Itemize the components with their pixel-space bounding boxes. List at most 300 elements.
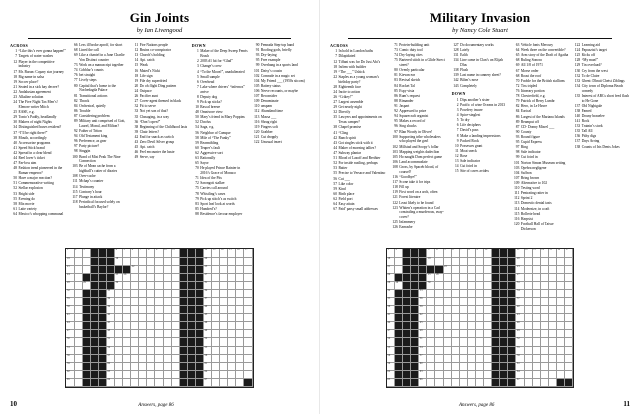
grid-cell[interactable] [172, 347, 180, 355]
grid-cell[interactable] [427, 314, 435, 322]
grid-cell[interactable] [220, 266, 228, 274]
grid-cell[interactable] [557, 330, 565, 338]
grid-cell[interactable] [220, 371, 228, 379]
grid-cell[interactable] [228, 306, 236, 314]
grid-cell[interactable] [75, 347, 83, 355]
grid-cell[interactable] [549, 379, 557, 387]
grid-cell[interactable] [131, 248, 142, 257]
grid-cell[interactable] [557, 314, 565, 322]
grid-cell[interactable] [427, 298, 435, 306]
grid-cell[interactable] [444, 314, 452, 322]
grid-cell[interactable] [172, 282, 180, 290]
grid-cell[interactable] [468, 363, 476, 371]
grid-cell[interactable] [541, 379, 549, 387]
grid-cell[interactable] [236, 258, 244, 266]
grid-cell[interactable] [468, 282, 476, 290]
grid-cell[interactable] [236, 330, 244, 338]
grid-cell[interactable] [435, 290, 443, 298]
grid-cell[interactable] [460, 314, 468, 322]
grid-cell[interactable] [557, 274, 565, 282]
grid-cell[interactable] [228, 298, 236, 306]
grid-cell[interactable] [549, 363, 557, 371]
grid-cell[interactable] [155, 274, 163, 282]
grid-cell[interactable] [525, 355, 533, 363]
grid-cell[interactable] [123, 379, 131, 387]
grid-cell[interactable] [444, 347, 452, 355]
grid-cell[interactable] [533, 314, 541, 322]
grid-cell[interactable] [533, 330, 541, 338]
grid-cell[interactable] [549, 371, 557, 379]
grid-cell[interactable] [75, 371, 83, 379]
grid-cell[interactable] [541, 338, 549, 346]
grid-cell[interactable] [476, 347, 484, 355]
grid-cell[interactable] [468, 338, 476, 346]
grid-cell[interactable] [533, 266, 541, 274]
grid-cell[interactable] [212, 249, 220, 257]
grid-cell[interactable] [131, 363, 139, 371]
grid-cell[interactable] [212, 298, 220, 306]
grid-cell[interactable] [460, 258, 468, 266]
grid-cell[interactable] [244, 355, 252, 363]
grid-cell[interactable] [484, 298, 492, 306]
grid-cell[interactable] [164, 290, 172, 298]
grid-cell[interactable] [444, 322, 452, 330]
grid-cell[interactable] [212, 290, 220, 298]
grid-cell[interactable] [220, 258, 228, 266]
grid-cell[interactable] [541, 274, 549, 282]
grid-cell[interactable] [83, 249, 91, 257]
grid-cell[interactable] [533, 371, 541, 379]
grid-cell[interactable] [444, 249, 452, 257]
grid-cell[interactable] [427, 322, 435, 330]
grid-cell[interactable] [75, 314, 83, 322]
grid-cell[interactable] [565, 371, 573, 379]
grid-cell[interactable] [131, 355, 139, 363]
grid-cell[interactable] [147, 347, 155, 355]
grid-cell[interactable] [444, 282, 452, 290]
grid-cell[interactable] [244, 249, 252, 257]
grid-cell[interactable] [460, 371, 468, 379]
grid-cell[interactable] [115, 314, 123, 322]
grid-cell[interactable] [155, 306, 163, 314]
grid-cell[interactable] [565, 306, 573, 314]
grid-cell[interactable] [172, 314, 180, 322]
grid-cell[interactable] [427, 282, 435, 290]
grid-cell[interactable] [236, 306, 244, 314]
grid-cell[interactable] [139, 274, 147, 282]
grid-cell[interactable] [435, 248, 446, 257]
grid-cell[interactable] [452, 298, 460, 306]
grid-cell[interactable] [565, 266, 573, 274]
grid-cell[interactable] [419, 379, 427, 387]
grid-cell[interactable] [549, 290, 557, 298]
grid-cell[interactable] [557, 258, 565, 266]
grid-cell[interactable] [115, 347, 123, 355]
grid-cell[interactable] [172, 298, 180, 306]
grid-cell[interactable] [541, 330, 549, 338]
grid-cell[interactable] [164, 363, 172, 371]
grid-cell[interactable] [427, 355, 435, 363]
grid-cell[interactable] [220, 322, 228, 330]
grid-cell[interactable] [147, 290, 155, 298]
grid-cell[interactable] [244, 266, 252, 274]
grid-cell[interactable] [123, 298, 131, 306]
grid-cell[interactable] [123, 306, 131, 314]
grid-cell[interactable] [525, 258, 533, 266]
grid-cell[interactable] [212, 266, 220, 274]
grid-cell[interactable] [155, 266, 163, 274]
grid-cell[interactable] [565, 290, 573, 298]
grid-cell[interactable] [565, 355, 573, 363]
grid-cell[interactable] [123, 282, 131, 290]
grid-cell[interactable] [155, 282, 163, 290]
grid-cell[interactable] [115, 322, 123, 330]
grid-cell[interactable] [468, 314, 476, 322]
grid-cell[interactable] [435, 379, 443, 387]
grid-cell[interactable] [435, 274, 443, 282]
grid-cell[interactable] [460, 290, 468, 298]
grid-cell[interactable] [131, 371, 139, 379]
grid-cell[interactable] [468, 347, 476, 355]
grid-cell[interactable] [565, 330, 573, 338]
grid-cell[interactable] [525, 282, 533, 290]
grid-cell[interactable] [468, 379, 476, 387]
grid-cell[interactable] [212, 355, 220, 363]
grid-cell[interactable] [147, 306, 155, 314]
grid-cell[interactable] [164, 347, 172, 355]
grid-cell[interactable] [172, 363, 180, 371]
grid-cell[interactable] [115, 363, 123, 371]
grid-cell[interactable] [83, 282, 91, 290]
grid-cell[interactable] [525, 371, 533, 379]
grid-cell[interactable] [557, 347, 565, 355]
grid-cell[interactable] [557, 282, 565, 290]
grid-cell[interactable] [525, 290, 533, 298]
grid-cell[interactable] [236, 338, 244, 346]
grid-cell[interactable] [444, 379, 452, 387]
grid-cell[interactable] [123, 371, 131, 379]
grid-cell[interactable] [557, 371, 565, 379]
grid-cell[interactable] [139, 248, 150, 257]
grid-cell[interactable] [565, 347, 573, 355]
grid-cell[interactable] [427, 258, 435, 266]
grid-cell[interactable] [220, 330, 228, 338]
grid-cell[interactable] [476, 330, 484, 338]
grid-cell[interactable] [452, 249, 460, 257]
grid-cell[interactable] [139, 322, 147, 330]
grid-cell[interactable] [476, 249, 484, 257]
grid-cell[interactable] [460, 355, 468, 363]
grid-cell[interactable] [460, 338, 468, 346]
grid-cell[interactable] [155, 347, 163, 355]
grid-cell[interactable] [452, 266, 460, 274]
grid-cell[interactable] [549, 314, 557, 322]
grid-cell[interactable] [468, 249, 476, 257]
grid-cell[interactable] [565, 314, 573, 322]
grid-cell[interactable] [460, 306, 468, 314]
grid-cell[interactable] [139, 338, 147, 346]
grid-cell[interactable] [139, 363, 147, 371]
grid-cell[interactable] [452, 355, 460, 363]
grid-cell[interactable] [131, 347, 139, 355]
grid-cell[interactable] [244, 298, 252, 306]
grid-cell[interactable] [468, 322, 476, 330]
grid-cell[interactable] [444, 298, 452, 306]
grid-cell[interactable] [244, 338, 252, 346]
grid-cell[interactable] [395, 266, 403, 274]
grid-cell[interactable] [155, 355, 163, 363]
grid-cell[interactable] [444, 274, 452, 282]
grid-cell[interactable] [147, 314, 155, 322]
grid-cell[interactable] [525, 379, 533, 387]
grid-cell[interactable] [228, 322, 236, 330]
grid-cell[interactable] [557, 266, 565, 274]
grid-cell[interactable] [460, 282, 468, 290]
grid-cell[interactable] [147, 274, 155, 282]
grid-cell[interactable] [115, 306, 123, 314]
grid-cell[interactable] [541, 355, 549, 363]
grid-cell[interactable] [444, 290, 452, 298]
grid-cell[interactable] [244, 322, 252, 330]
grid-cell[interactable] [131, 379, 139, 387]
grid-cell[interactable] [212, 306, 220, 314]
grid-cell[interactable] [565, 338, 573, 346]
grid-cell[interactable] [484, 363, 492, 371]
grid-cell[interactable] [541, 258, 549, 266]
grid-cell[interactable] [468, 266, 476, 274]
grid-cell[interactable] [484, 266, 492, 274]
grid-cell[interactable] [460, 249, 468, 257]
grid-cell[interactable] [228, 258, 236, 266]
grid-cell[interactable] [123, 347, 131, 355]
grid-cell[interactable] [468, 355, 476, 363]
grid-cell[interactable] [541, 322, 549, 330]
grid-cell[interactable] [155, 371, 163, 379]
grid-cell[interactable] [525, 363, 533, 371]
grid-cell[interactable] [236, 274, 244, 282]
grid-cell[interactable] [476, 274, 484, 282]
grid-cell[interactable] [115, 282, 123, 290]
grid-cell[interactable] [123, 330, 131, 338]
grid-cell[interactable] [557, 306, 565, 314]
grid-cell[interactable] [75, 338, 83, 346]
grid-cell[interactable] [139, 347, 147, 355]
grid-cell[interactable] [228, 371, 236, 379]
grid-cell[interactable] [565, 258, 573, 266]
grid-cell[interactable] [541, 371, 549, 379]
grid-cell[interactable] [435, 363, 443, 371]
grid-cell[interactable] [435, 282, 443, 290]
grid-cell[interactable] [549, 282, 557, 290]
grid-cell[interactable] [155, 249, 163, 257]
grid-cell[interactable] [525, 274, 533, 282]
grid-cell[interactable] [476, 363, 484, 371]
grid-cell[interactable] [565, 298, 573, 306]
grid-cell[interactable] [107, 379, 115, 387]
grid-cell[interactable] [164, 266, 172, 274]
grid-cell[interactable] [172, 306, 180, 314]
grid-cell[interactable] [468, 298, 476, 306]
grid-cell[interactable] [460, 347, 468, 355]
grid-cell[interactable] [75, 330, 83, 338]
grid-cell[interactable] [123, 290, 131, 298]
grid-cell[interactable] [164, 338, 172, 346]
grid-cell[interactable] [244, 274, 252, 282]
grid-cell[interactable] [244, 330, 252, 338]
grid-cell[interactable] [452, 258, 460, 266]
grid-cell[interactable] [484, 290, 492, 298]
grid-cell[interactable] [147, 322, 155, 330]
grid-cell[interactable] [525, 314, 533, 322]
grid-cell[interactable] [460, 363, 468, 371]
grid-cell[interactable] [172, 338, 180, 346]
grid-cell[interactable] [549, 298, 557, 306]
grid-cell[interactable] [444, 330, 452, 338]
grid-cell[interactable] [172, 266, 180, 274]
grid-cell[interactable] [484, 249, 492, 257]
grid-cell[interactable] [516, 379, 524, 387]
grid-cell[interactable] [212, 371, 220, 379]
grid-cell[interactable] [244, 347, 252, 355]
grid-cell[interactable] [244, 371, 252, 379]
grid-cell[interactable] [139, 266, 147, 274]
grid-cell[interactable] [228, 266, 236, 274]
grid-cell[interactable] [115, 371, 123, 379]
grid-cell[interactable] [452, 347, 460, 355]
grid-cell[interactable] [75, 298, 83, 306]
grid-cell[interactable] [525, 266, 533, 274]
grid-cell[interactable] [244, 282, 252, 290]
grid-cell[interactable] [212, 347, 220, 355]
grid-cell[interactable] [131, 282, 139, 290]
grid-cell[interactable] [164, 330, 172, 338]
grid-cell[interactable] [123, 355, 131, 363]
grid-cell[interactable] [435, 347, 443, 355]
grid-cell[interactable] [147, 266, 155, 274]
grid-cell[interactable] [228, 347, 236, 355]
grid-cell[interactable] [147, 379, 155, 387]
grid-cell[interactable] [172, 274, 180, 282]
grid-cell[interactable] [228, 282, 236, 290]
grid-cell[interactable] [123, 258, 131, 266]
grid-cell[interactable] [236, 249, 244, 257]
grid-cell[interactable] [172, 330, 180, 338]
grid-cell[interactable] [533, 282, 541, 290]
grid-cell[interactable] [147, 248, 158, 257]
grid-cell[interactable] [115, 338, 123, 346]
grid-cell[interactable] [476, 282, 484, 290]
grid-cell[interactable] [236, 322, 244, 330]
grid-cell[interactable] [236, 314, 244, 322]
grid-cell[interactable] [387, 379, 395, 387]
grid-cell[interactable] [236, 282, 244, 290]
grid-cell[interactable] [75, 322, 83, 330]
grid-cell[interactable] [139, 379, 147, 387]
grid-cell[interactable] [533, 338, 541, 346]
grid-cell[interactable] [123, 314, 131, 322]
grid-cell[interactable] [155, 314, 163, 322]
grid-cell[interactable] [452, 330, 460, 338]
grid-cell[interactable] [427, 363, 435, 371]
grid-cell[interactable] [533, 363, 541, 371]
grid-cell[interactable] [435, 322, 443, 330]
grid-cell[interactable] [139, 306, 147, 314]
grid-cell[interactable] [557, 355, 565, 363]
grid-cell[interactable] [541, 290, 549, 298]
grid-cell[interactable] [220, 306, 228, 314]
grid-cell[interactable] [155, 258, 163, 266]
grid-cell[interactable] [155, 298, 163, 306]
grid-cell[interactable] [435, 330, 443, 338]
grid-cell[interactable] [557, 298, 565, 306]
grid-cell[interactable] [549, 249, 557, 257]
grid-cell[interactable] [533, 274, 541, 282]
grid-cell[interactable] [131, 322, 139, 330]
grid-cell[interactable] [228, 379, 236, 387]
grid-cell[interactable] [452, 322, 460, 330]
grid-cell[interactable] [212, 314, 220, 322]
grid-cell[interactable] [220, 314, 228, 322]
grid-cell[interactable] [435, 338, 443, 346]
grid-cell[interactable] [236, 355, 244, 363]
grid-cell[interactable] [533, 290, 541, 298]
grid-cell[interactable] [395, 282, 403, 290]
grid-cell[interactable] [164, 379, 172, 387]
grid-cell[interactable] [565, 274, 573, 282]
grid-cell[interactable] [139, 282, 147, 290]
grid-cell[interactable] [147, 298, 155, 306]
grid-cell[interactable] [468, 306, 476, 314]
grid-cell[interactable] [427, 379, 435, 387]
grid-cell[interactable] [452, 314, 460, 322]
grid-cell[interactable] [212, 258, 220, 266]
grid-cell[interactable] [164, 355, 172, 363]
grid-cell[interactable] [427, 290, 435, 298]
grid-cell[interactable] [533, 298, 541, 306]
grid-cell[interactable] [549, 258, 557, 266]
grid-cell[interactable] [476, 314, 484, 322]
grid-cell[interactable] [75, 379, 83, 387]
grid-cell[interactable] [147, 258, 155, 266]
grid-cell[interactable] [115, 330, 123, 338]
grid-cell[interactable] [484, 379, 492, 387]
grid-cell[interactable] [123, 248, 134, 257]
grid-cell[interactable] [236, 363, 244, 371]
grid-cell[interactable] [557, 290, 565, 298]
grid-cell[interactable] [164, 322, 172, 330]
grid-cell[interactable] [484, 322, 492, 330]
grid-cell[interactable] [533, 355, 541, 363]
grid-cell[interactable] [557, 338, 565, 346]
grid-cell[interactable] [75, 306, 83, 314]
grid-cell[interactable] [139, 330, 147, 338]
grid-cell[interactable] [75, 363, 83, 371]
grid-cell[interactable] [155, 379, 163, 387]
grid-cell[interactable] [172, 371, 180, 379]
grid-cell[interactable] [147, 282, 155, 290]
grid-cell[interactable] [484, 274, 492, 282]
grid-cell[interactable] [131, 290, 139, 298]
grid-cell[interactable] [236, 290, 244, 298]
grid-cell[interactable] [115, 290, 123, 298]
grid-cell[interactable] [139, 355, 147, 363]
grid-cell[interactable] [476, 290, 484, 298]
grid-cell[interactable] [244, 290, 252, 298]
grid-cell[interactable] [460, 379, 468, 387]
grid-cell[interactable] [460, 330, 468, 338]
grid-cell[interactable] [533, 347, 541, 355]
grid-cell[interactable] [147, 338, 155, 346]
